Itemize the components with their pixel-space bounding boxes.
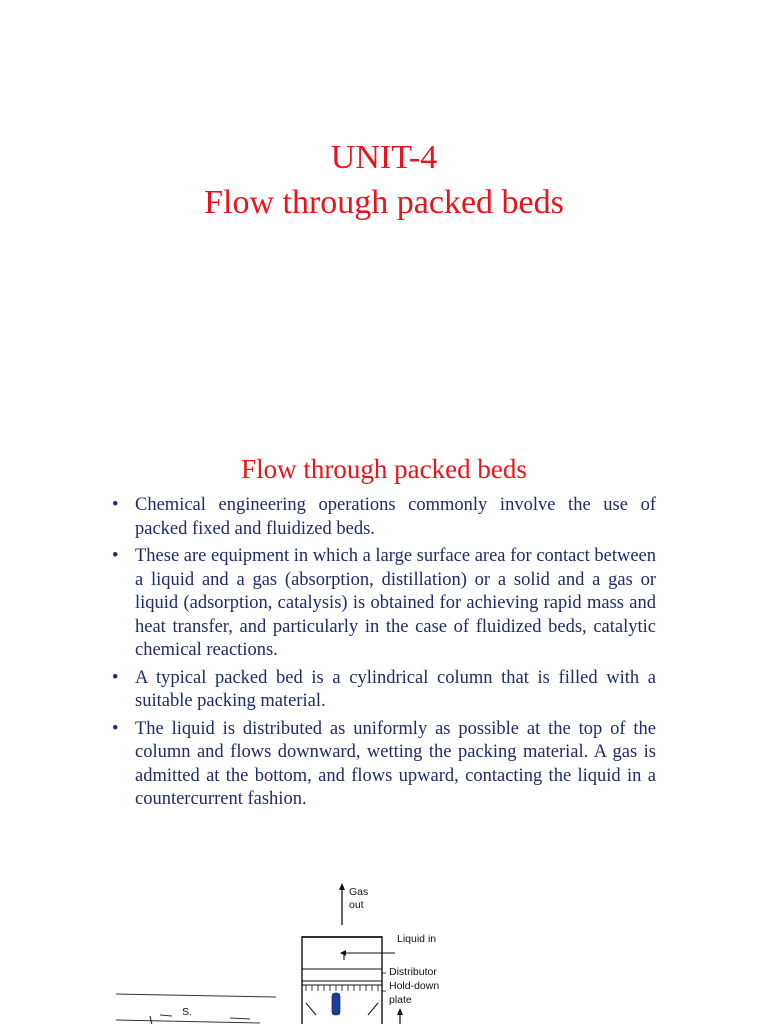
gas-out-arrow — [339, 883, 345, 925]
plate-label: plate — [389, 994, 412, 1006]
unit-title: UNIT-4 — [330, 139, 438, 176]
bullet-item — [112, 718, 656, 812]
gas-out-label-line1: Gas — [349, 886, 369, 898]
title-slide — [0, 0, 768, 400]
bullet-text: These are equipment in which a large surface area for contact between a liquid and a gas (absorption, distillation) or a solid and a gas or liquid (adsorption, catalysis) is obtained for achieving rapid mass and heat transfer, and particularly in the case of fluidized beds, catalytic chemical reactions. — [135, 546, 656, 660]
gas-out-label-line2: out — [349, 899, 364, 911]
bullet-list — [112, 494, 656, 816]
content-slide — [0, 420, 768, 1024]
bullet-text: The liquid is distributed as uniformly as possible at the top of the column and flows downward, wetting the packing material. A gas is admitted at the bottom, and flows upward, contacting the liquid in a countercurrent fashion. — [135, 718, 656, 809]
sketch-mark: S. — [182, 1006, 192, 1018]
slide-title: Flow through packed beds — [204, 184, 564, 221]
bullet-marker: • — [112, 546, 119, 566]
bullet-marker: • — [112, 718, 119, 739]
content-heading: Flow through packed beds — [241, 454, 527, 484]
up-arrow — [397, 1008, 403, 1024]
bullet-text: Chemical engineering operations commonly involve the use of packed fixed and fluidized beds. — [135, 495, 656, 539]
hand-sketch — [116, 994, 276, 1024]
liquid-in-label: Liquid in — [397, 933, 437, 945]
bullet-marker: • — [112, 667, 119, 688]
bullet-item — [112, 494, 656, 541]
bullet-text: A typical packed bed is a cylindrical column that is filled with a suitable packing material. — [135, 667, 656, 711]
bullet-item — [112, 545, 656, 663]
bullet-item — [112, 667, 656, 714]
column-shell — [302, 937, 382, 1024]
hold-down-label: Hold-down — [389, 980, 440, 992]
liquid-in-arrow — [340, 950, 395, 960]
packed-column-diagram — [110, 875, 670, 1024]
distributor-label: Distributor — [389, 966, 437, 978]
bullet-marker: • — [112, 495, 119, 515]
